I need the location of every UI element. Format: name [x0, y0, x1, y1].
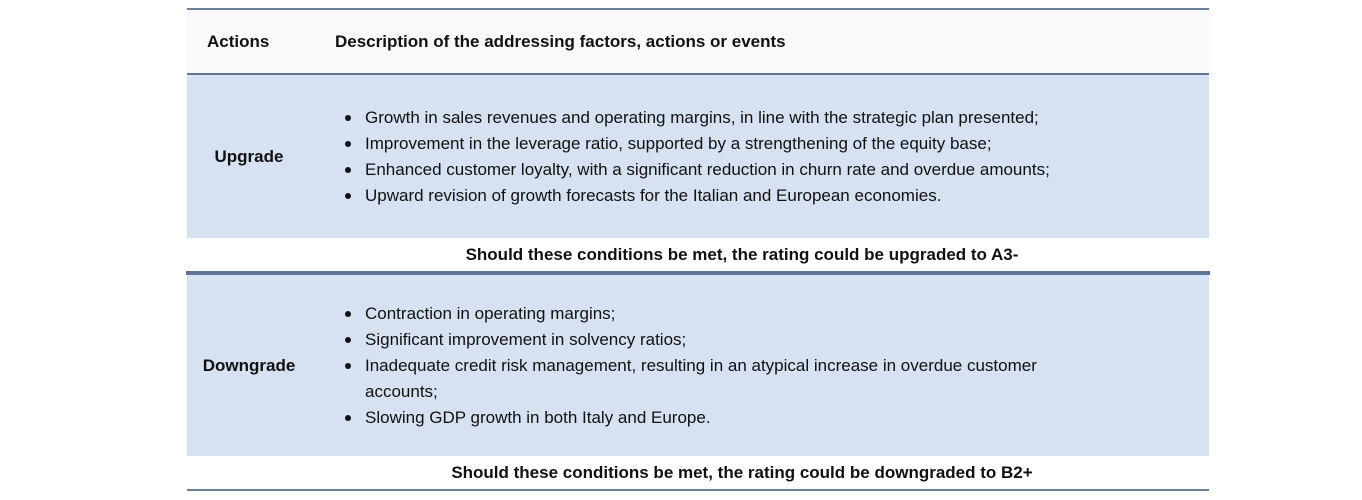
list-item: Upward revision of growth forecasts for the Italian and European economies. [341, 183, 1101, 209]
list-item: Significant improvement in solvency ratios; [341, 327, 1101, 353]
list-item: Slowing GDP growth in both Italy and Europe. [341, 405, 1101, 431]
header-description: Description of the addressing factors, actions or events [335, 31, 786, 51]
downgrade-label: Downgrade [202, 355, 296, 375]
table-header-row [187, 10, 1209, 73]
list-item: Improvement in the leverage ratio, supported by a strengthening of the equity base; [341, 131, 1101, 157]
rating-actions-table [187, 8, 1209, 491]
downgrade-section [187, 275, 1209, 456]
upgrade-label: Upgrade [214, 146, 284, 166]
downgrade-factors-list [311, 301, 1101, 431]
list-item: Enhanced customer loyalty, with a significant reduction in churn rate and overdue amounts; [341, 157, 1101, 183]
upgrade-factors-list [311, 105, 1101, 209]
downgrade-conclusion: Should these conditions be met, the rating could be downgraded to B2+ [187, 456, 1209, 489]
list-item: Growth in sales revenues and operating margins, in line with the strategic plan presented; [341, 105, 1101, 131]
header-actions: Actions [207, 31, 270, 51]
upgrade-section [187, 75, 1209, 238]
list-item: Contraction in operating margins; [341, 301, 1101, 327]
upgrade-conclusion: Should these conditions be met, the rating could be upgraded to A3- [187, 238, 1209, 271]
list-item: Inadequate credit risk management, resulting in an atypical increase in overdue customer accounts; [341, 353, 1101, 405]
table-bottom-rule [187, 489, 1209, 491]
